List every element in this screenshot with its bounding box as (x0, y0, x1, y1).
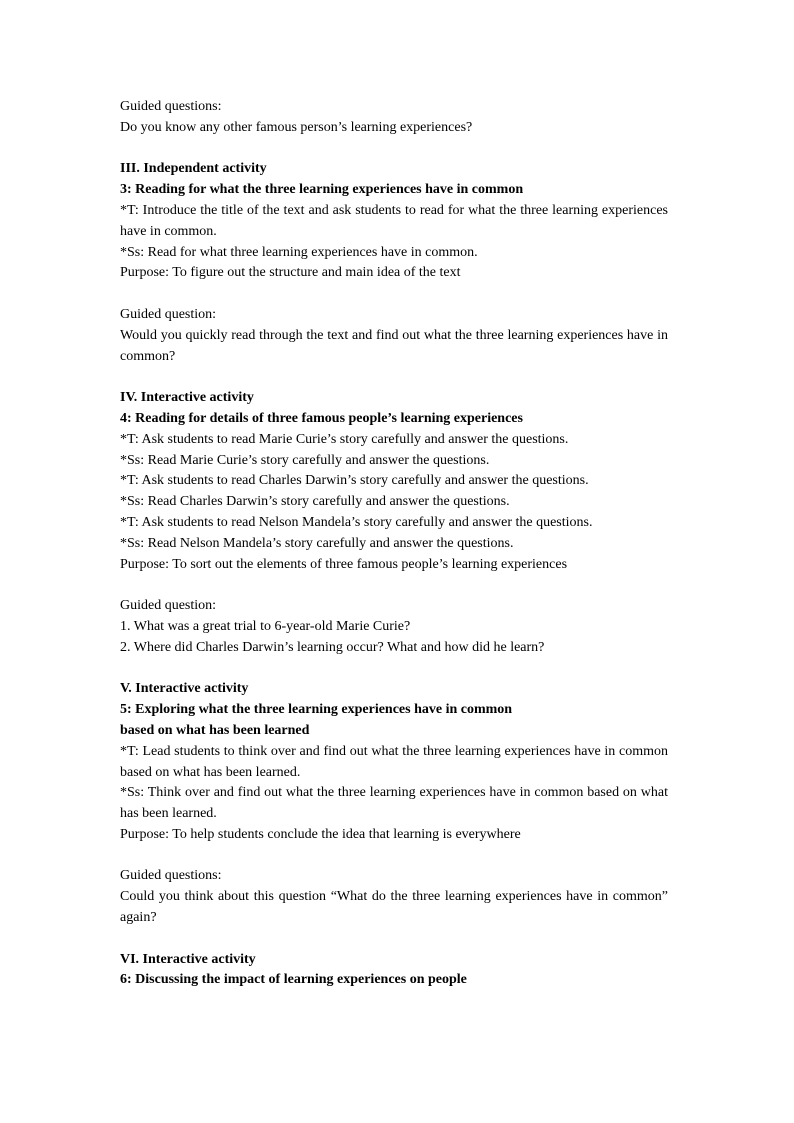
guided-question: Do you know any other famous person’s learning experiences? (120, 119, 473, 135)
section-heading-4: IV. Interactive activity (120, 390, 254, 406)
guided-question: 2. Where did Charles Darwin’s learning occur? What and how did he learn? (120, 639, 545, 655)
student-step: *Ss: Read for what three learning experiences have in common. (120, 244, 478, 260)
document-page (120, 97, 668, 991)
section-subheading-5: 5: Exploring what the three learning experiences have in common (120, 702, 513, 718)
teacher-step: *T: Ask students to read Nelson Mandela’s story carefully and answer the questions. (120, 514, 593, 530)
purpose-line: Purpose: To figure out the structure and main idea of the text (120, 265, 461, 281)
guided-question: Would you quickly read through the text and find out what the three learning experiences have in common? (120, 327, 668, 364)
section-subheading-5-cont: based on what has been learned (120, 722, 310, 738)
spacer (120, 659, 668, 680)
student-step: *Ss: Read Marie Curie’s story carefully and answer the questions. (120, 452, 490, 468)
guided-label: Guided question: (120, 306, 217, 322)
section-subheading-6: 6: Discussing the impact of learning experiences on people (120, 972, 467, 988)
spacer (120, 575, 668, 596)
spacer (120, 367, 668, 388)
guided-question: Could you think about this question “What do the three learning experiences have in common” again? (120, 889, 668, 926)
guided-label: Guided question: (120, 598, 217, 614)
section-heading-5: V. Interactive activity (120, 681, 249, 697)
guided-label: Guided questions: (120, 99, 222, 114)
guided-label: Guided questions: (120, 868, 222, 884)
student-step: *Ss: Read Charles Darwin’s story carefully and answer the questions. (120, 494, 510, 510)
section-subheading-3: 3: Reading for what the three learning experiences have in common (120, 182, 524, 198)
spacer (120, 284, 668, 305)
spacer (120, 929, 668, 950)
student-step: *Ss: Read Nelson Mandela’s story carefully and answer the questions. (120, 535, 514, 551)
student-step: *Ss: Think over and find out what the three learning experiences have in common based on what has been learned. (120, 785, 668, 822)
section-subheading-4: 4: Reading for details of three famous people’s learning experiences (120, 410, 523, 426)
teacher-step: *T: Ask students to read Charles Darwin’s story carefully and answer the questions. (120, 473, 589, 489)
teacher-step: *T: Introduce the title of the text and ask students to read for what the three learning experiences have in common. (120, 202, 668, 239)
section-heading-6: VI. Interactive activity (120, 951, 256, 967)
spacer (120, 139, 668, 160)
purpose-line: Purpose: To sort out the elements of three famous people’s learning experiences (120, 556, 568, 572)
section-heading-3: III. Independent activity (120, 161, 267, 177)
teacher-step: *T: Ask students to read Marie Curie’s story carefully and answer the questions. (120, 431, 569, 447)
teacher-step: *T: Lead students to think over and find out what the three learning experiences have in common based on what has been learned. (120, 743, 668, 780)
spacer (120, 846, 668, 867)
purpose-line: Purpose: To help students conclude the idea that learning is everywhere (120, 826, 521, 842)
guided-question: 1. What was a great trial to 6-year-old Marie Curie? (120, 618, 411, 634)
